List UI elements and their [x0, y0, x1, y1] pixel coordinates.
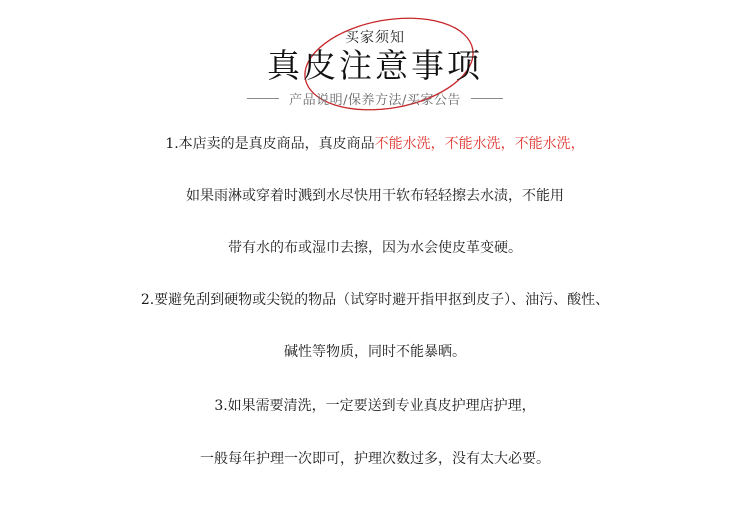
right-divider	[471, 98, 503, 99]
no-washing-warning: 不能水洗，不能水洗，不能水洗，	[374, 136, 585, 152]
notice-item-1-line-2: 如果雨淋或穿着时溅到水尽快用干软布轻轻擦去水渍，不能用	[186, 188, 564, 204]
notice-item-2-line-2: 碱性等物质，同时不能暴晒。	[284, 344, 466, 360]
notice-item-3-line-2: 一般每年护理一次即可，护理次数过多，没有太大必要。	[200, 451, 550, 467]
notice-item-3-line-1: 3.如果需要清洗，一定要送到专业真皮护理店护理，	[214, 398, 536, 414]
notice-item-2-line-1: 2.要避免刮到硬物或尖锐的物品（试穿时避开指甲抠到皮子）、油污、酸性、	[140, 292, 610, 308]
notice-item-1-line-3: 带有水的布或湿巾去擦，因为水会使皮革变硬。	[228, 240, 522, 256]
notice-header	[0, 0, 750, 120]
page-title: 真皮注意事项	[267, 46, 483, 85]
page-subtitle: 产品说明/保养方法/买家公告	[289, 92, 461, 108]
subtitle-row	[0, 88, 750, 108]
left-divider	[247, 98, 279, 99]
notice-item-1-line-1	[0, 134, 750, 154]
notice-item-1-text: 1.本店卖的是真皮商品，真皮商品	[165, 136, 375, 152]
buyer-notice-label: 买家须知	[345, 30, 405, 46]
